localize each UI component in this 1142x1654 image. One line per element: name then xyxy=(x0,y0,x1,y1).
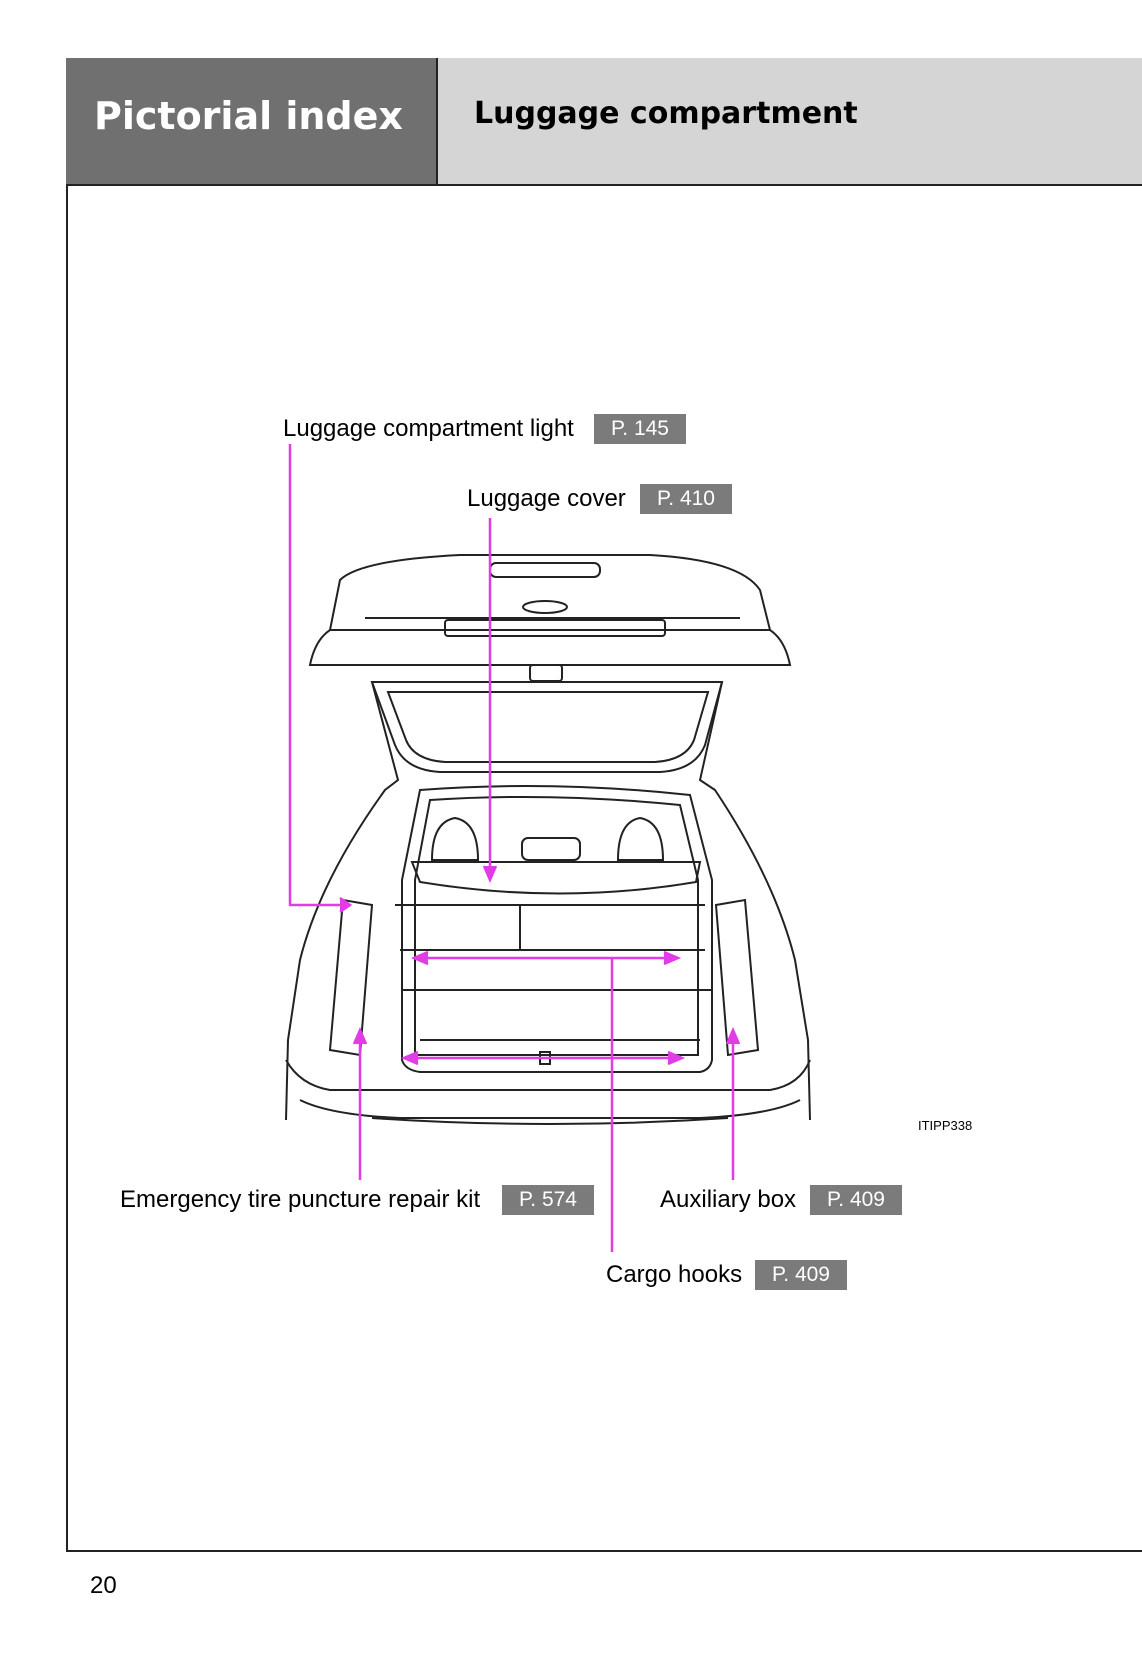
leader-lines xyxy=(290,444,739,1252)
callout-repair-page[interactable]: P. 574 xyxy=(502,1185,594,1215)
callout-repair-label: Emergency tire puncture repair kit xyxy=(120,1186,481,1213)
callout-light-page[interactable]: P. 145 xyxy=(594,414,686,444)
illustration-code: ITIPP338 xyxy=(918,1118,973,1133)
section-title: Pictorial index xyxy=(94,94,403,138)
hatch-outline xyxy=(310,555,790,665)
callout-hooks-page[interactable]: P. 409 xyxy=(755,1260,847,1290)
callout-cover-label: Luggage cover xyxy=(467,485,626,512)
callout-light-label: Luggage compartment light xyxy=(283,415,574,442)
callout-cover-page[interactable]: P. 410 xyxy=(640,484,732,514)
callout-hooks-label: Cargo hooks xyxy=(606,1261,743,1288)
page-title: Luggage compartment xyxy=(474,96,858,131)
callout-aux-label: Auxiliary box xyxy=(660,1186,797,1213)
callout-aux-page[interactable]: P. 409 xyxy=(810,1185,902,1215)
page-number: 20 xyxy=(90,1572,117,1599)
